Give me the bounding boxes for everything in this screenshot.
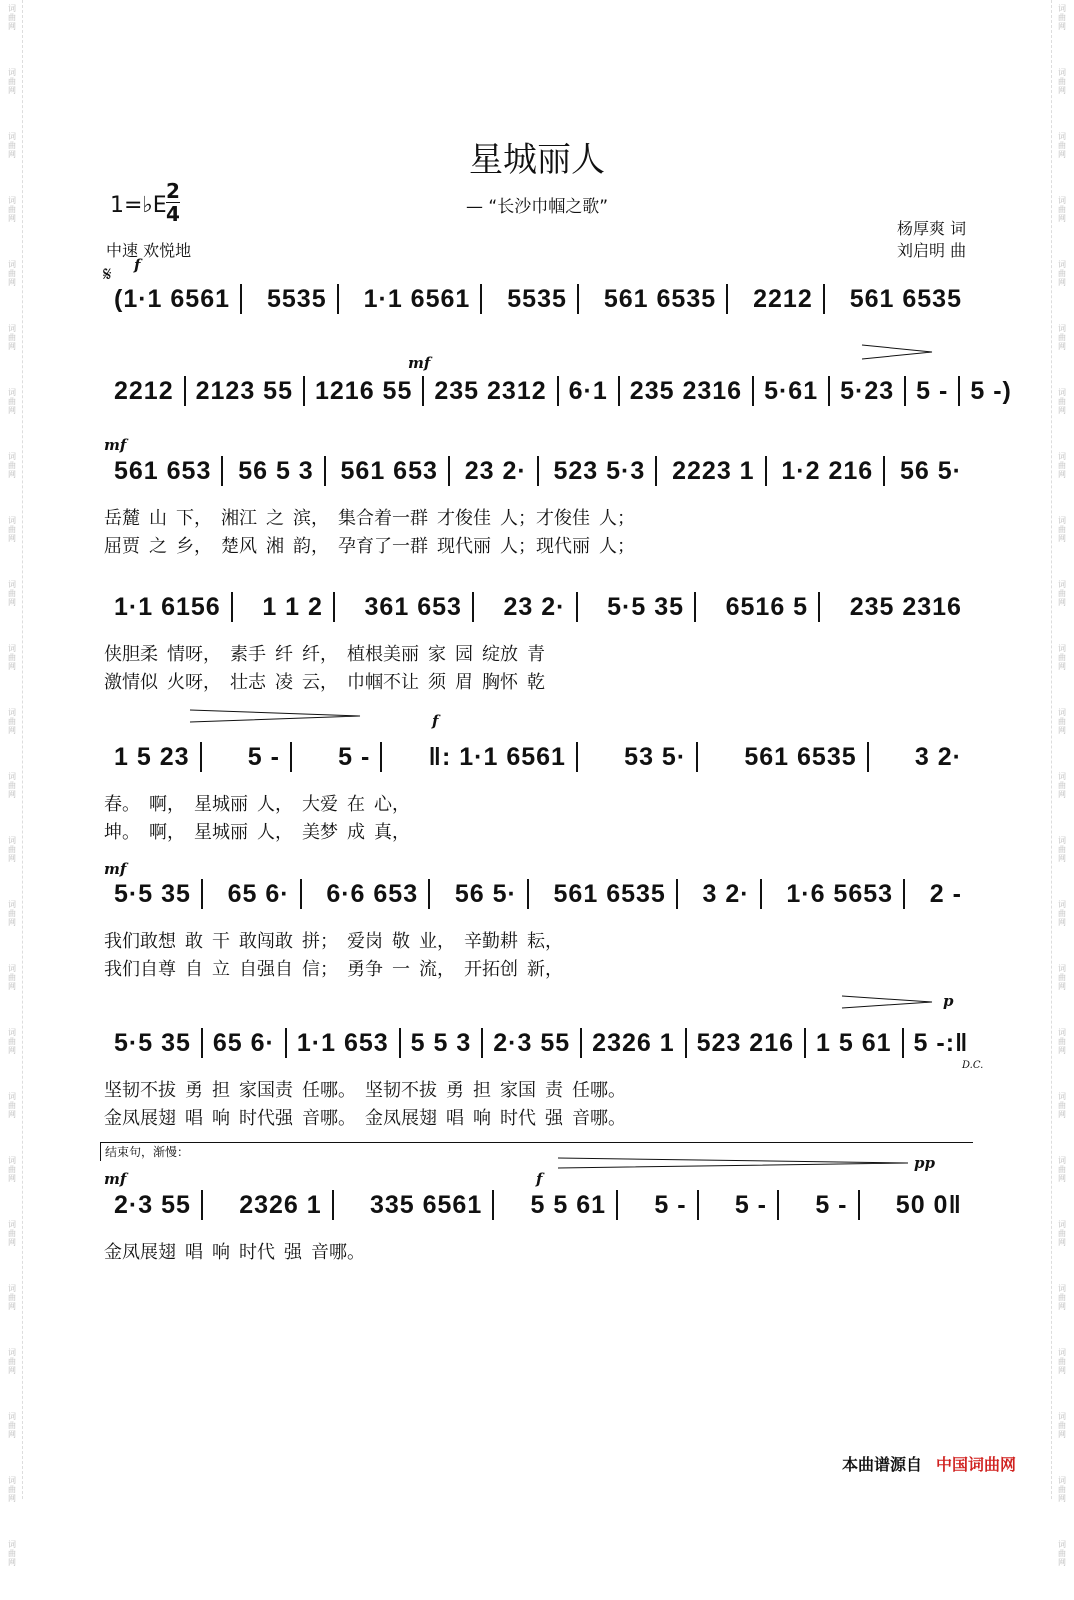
measure: 561 6535: [734, 742, 868, 772]
measure: 1 5 23: [104, 742, 202, 772]
dynamic-f: f: [134, 256, 141, 274]
watermark-mark: 词 曲 网: [8, 900, 16, 927]
source-label: 本曲谱源自: [842, 1455, 923, 1474]
watermark-mark: 词 曲 网: [8, 516, 16, 543]
measure: 65 6·: [218, 879, 302, 909]
watermark-mark: 词 曲 网: [1058, 1476, 1066, 1503]
measure: 5 -: [906, 376, 960, 406]
watermark-mark: 词 曲 网: [1058, 1028, 1066, 1055]
measure: 23 2·: [455, 456, 539, 486]
measure: 2 -: [929, 880, 962, 908]
dynamic-f: f: [536, 1170, 543, 1188]
measure: 56 5·: [900, 457, 962, 485]
measure: 1 5 61: [806, 1028, 904, 1058]
notes-line: [104, 590, 972, 624]
dynamic-mf: mf: [104, 1170, 127, 1188]
notes-line: [104, 877, 972, 911]
dynamic-mf: mf: [104, 860, 127, 878]
measure: 235 2316: [620, 376, 754, 406]
watermark-mark: 词 曲 网: [1058, 1412, 1066, 1439]
lyrics-verse-1: 春。 啊， 星城丽 人， 大爱 在 心，: [104, 794, 411, 814]
measure: 5·5 35: [104, 1028, 203, 1058]
lyrics-verse-2: 屈贾 之 乡， 楚风 湘 韵， 孕育了一群 现代丽 人；现代丽 人；: [104, 536, 636, 556]
lyrics-verse-2: 激情似 火呀， 壮志 凌 云， 巾帼不让 须 眉 胸怀 乾: [104, 672, 546, 692]
source-brand: 中国词曲网: [936, 1455, 1017, 1474]
watermark-mark: 词 曲 网: [1058, 196, 1066, 223]
lyrics-verse-2: 我们自尊 自 立 自强自 信； 勇争 一 流， 开拓创 新，: [104, 959, 564, 979]
lyrics-verse-1: 坚韧不拔 勇 担 家国责 任哪。 坚韧不拔 勇 担 家国 责 任哪。: [104, 1080, 627, 1100]
watermark-mark: 词 曲 网: [8, 708, 16, 735]
source-credit: [842, 1452, 1016, 1475]
segno-sign: 𝄋: [103, 262, 112, 286]
measure: 56 5 3: [228, 456, 326, 486]
watermark-mark: 词 曲 网: [1058, 708, 1066, 735]
watermark-mark: 词 曲 网: [8, 644, 16, 671]
song-subtitle: — “长沙巾帼之歌”: [465, 197, 609, 217]
measure: 335 6561: [360, 1190, 494, 1220]
measure: 561 653: [104, 456, 223, 486]
watermark-mark: 词 曲 网: [1058, 1156, 1066, 1183]
watermark-mark: 词 曲 网: [1058, 388, 1066, 415]
measure: 6·6 653: [316, 879, 430, 909]
watermark-mark: 词 曲 网: [1058, 324, 1066, 351]
watermark-mark: 词 曲 网: [1058, 1220, 1066, 1247]
watermark-mark: 词 曲 网: [8, 4, 16, 31]
key-signature: 1=♭E: [110, 193, 167, 218]
song-title: 星城丽人: [469, 140, 605, 180]
measure: 65 6·: [203, 1028, 287, 1058]
lyrics-verse-1: 侠胆柔 情呀， 素手 纤 纤， 植根美丽 家 园 绽放 青: [104, 644, 546, 664]
watermark-mark: 词 曲 网: [1058, 1284, 1066, 1311]
watermark-mark: 词 曲 网: [1058, 964, 1066, 991]
measure: 1·1 6561: [354, 284, 483, 314]
watermark-mark: 词 曲 网: [8, 1412, 16, 1439]
meter-bottom: 4: [166, 202, 180, 226]
measure: 5 -): [970, 377, 1012, 405]
measure: 5·61: [754, 376, 830, 406]
ending-bracket: [100, 1142, 973, 1161]
notes-line: [104, 454, 972, 488]
measure: 1·1 653: [287, 1028, 401, 1058]
notes-line: [104, 740, 972, 774]
measure: 2123 55: [186, 376, 305, 406]
measure: 235 2316: [849, 593, 962, 621]
watermark-mark: 词 曲 网: [1058, 516, 1066, 543]
watermark-mark: 词 曲 网: [8, 580, 16, 607]
measure: 5·5 35: [104, 879, 203, 909]
measure: 2326 1: [582, 1028, 686, 1058]
measure: 561 6535: [544, 879, 678, 909]
measure: 50 0‖: [895, 1191, 962, 1219]
watermark-mark: 词 曲 网: [1058, 900, 1066, 927]
composer: 刘启明 曲: [897, 241, 967, 260]
measure: 3 2·: [914, 743, 962, 771]
measure: 6·1: [559, 376, 620, 406]
measure: 5 -: [328, 742, 382, 772]
measure: 5535: [257, 284, 339, 314]
measure: 5535: [497, 284, 579, 314]
measure: 2223 1: [662, 456, 766, 486]
watermark-mark: 词 曲 网: [8, 132, 16, 159]
watermark-mark: 词 曲 网: [8, 1348, 16, 1375]
watermark-mark: 词 曲 网: [8, 1540, 16, 1567]
notes-line: [104, 282, 972, 316]
measure: 2326 1: [229, 1190, 333, 1220]
decrescendo-hairpin: [190, 710, 360, 722]
measure: 5·23: [830, 376, 906, 406]
decrescendo-hairpin: [862, 345, 932, 359]
watermark-mark: 词 曲 网: [1058, 4, 1066, 31]
watermark-mark: 词 曲 网: [8, 772, 16, 799]
ending-note: 结束句，渐慢：: [105, 1145, 190, 1159]
measure: 5 -:‖: [913, 1029, 969, 1057]
measure: 561 6535: [594, 284, 728, 314]
measure: 523 216: [687, 1028, 806, 1058]
measure: 561 653: [331, 456, 450, 486]
watermark-mark: 词 曲 网: [8, 324, 16, 351]
watermark-mark: 词 曲 网: [1058, 132, 1066, 159]
notes-line: [104, 374, 1012, 408]
da-capo: D.C.: [962, 1060, 984, 1071]
measure: 56 5·: [445, 879, 529, 909]
dynamic-f: f: [432, 712, 439, 730]
watermark-mark: 词 曲 网: [1058, 1092, 1066, 1119]
watermark-mark: 词 曲 网: [8, 1220, 16, 1247]
measure: 3 2·: [693, 879, 762, 909]
dynamic-mf: mf: [104, 436, 127, 454]
lyricist: 杨厚爽 词: [897, 219, 967, 238]
measure: 5 5 61: [521, 1190, 619, 1220]
watermark-mark: 词 曲 网: [1058, 260, 1066, 287]
watermark-mark: 词 曲 网: [1058, 452, 1066, 479]
measure: 6516 5: [716, 592, 820, 622]
measure: (1·1 6561: [104, 284, 242, 314]
measure: 2212: [743, 284, 825, 314]
watermark-mark: 词 曲 网: [8, 68, 16, 95]
watermark-mark: 词 曲 网: [8, 260, 16, 287]
dynamic-p: p: [943, 992, 954, 1010]
tempo-marking: 中速 欢悦地: [106, 241, 192, 260]
notes-line: [104, 1188, 972, 1222]
watermark-mark: 词 曲 网: [8, 964, 16, 991]
measure: 1216 55: [305, 376, 424, 406]
dynamic-pp: pp: [914, 1154, 935, 1172]
measure: 5 -: [725, 1190, 779, 1220]
meter-top: 2: [166, 179, 180, 203]
lyrics-verse-1: 金凤展翅 唱 响 时代 强 音哪。: [104, 1242, 366, 1262]
watermark-mark: 词 曲 网: [1058, 836, 1066, 863]
decrescendo-hairpin: [842, 996, 932, 1008]
lyrics-verse-1: 我们敢想 敢 干 敢闯敢 拼； 爱岗 敬 业， 辛勤耕 耘，: [104, 931, 564, 951]
watermark-mark: 词 曲 网: [8, 1284, 16, 1311]
measure: 1 1 2: [252, 592, 335, 622]
measure: 1·1 6156: [104, 592, 233, 622]
watermark-mark: 词 曲 网: [1058, 68, 1066, 95]
dynamic-mf: mf: [408, 354, 431, 372]
watermark-mark: 词 曲 网: [8, 452, 16, 479]
watermark-mark: 词 曲 网: [8, 1092, 16, 1119]
watermark-mark: 词 曲 网: [1058, 580, 1066, 607]
measure: ‖: 1·1 6561: [419, 742, 578, 772]
notes-line: [104, 1026, 972, 1060]
measure: 5·5 35: [597, 592, 696, 622]
measure: 1·6 5653: [776, 879, 905, 909]
measure: 5 -: [238, 742, 292, 772]
measure: 561 6535: [849, 285, 962, 313]
measure: 2·3 55: [483, 1028, 582, 1058]
measure: 5 -: [805, 1190, 859, 1220]
watermark-mark: 词 曲 网: [1058, 644, 1066, 671]
watermark-mark: 词 曲 网: [1058, 1348, 1066, 1375]
watermark-mark: 词 曲 网: [1058, 1540, 1066, 1567]
watermark-mark: 词 曲 网: [8, 388, 16, 415]
measure: 1·2 216: [771, 456, 885, 486]
watermark-mark: 词 曲 网: [8, 836, 16, 863]
measure: 361 653: [355, 592, 474, 622]
measure: 235 2312: [424, 376, 558, 406]
watermark-mark: 词 曲 网: [8, 1156, 16, 1183]
measure: 23 2·: [494, 592, 578, 622]
lyrics-verse-2: 坤。 啊， 星城丽 人， 美梦 成 真，: [104, 822, 411, 842]
watermark-mark: 词 曲 网: [8, 196, 16, 223]
measure: 2212: [104, 376, 186, 406]
measure: 2·3 55: [104, 1190, 203, 1220]
lyrics-verse-2: 金凤展翅 唱 响 时代强 音哪。 金凤展翅 唱 响 时代 强 音哪。: [104, 1108, 627, 1128]
measure: 53 5·: [614, 742, 698, 772]
measure: 5 -: [644, 1190, 698, 1220]
watermark-mark: 词 曲 网: [8, 1476, 16, 1503]
measure: 5 5 3: [401, 1028, 484, 1058]
watermark-mark: 词 曲 网: [1058, 772, 1066, 799]
lyrics-verse-1: 岳麓 山 下， 湘江 之 滨， 集合着一群 才俊佳 人；才俊佳 人；: [104, 508, 636, 528]
watermark-mark: 词 曲 网: [8, 1028, 16, 1055]
measure: 523 5·3: [544, 456, 658, 486]
